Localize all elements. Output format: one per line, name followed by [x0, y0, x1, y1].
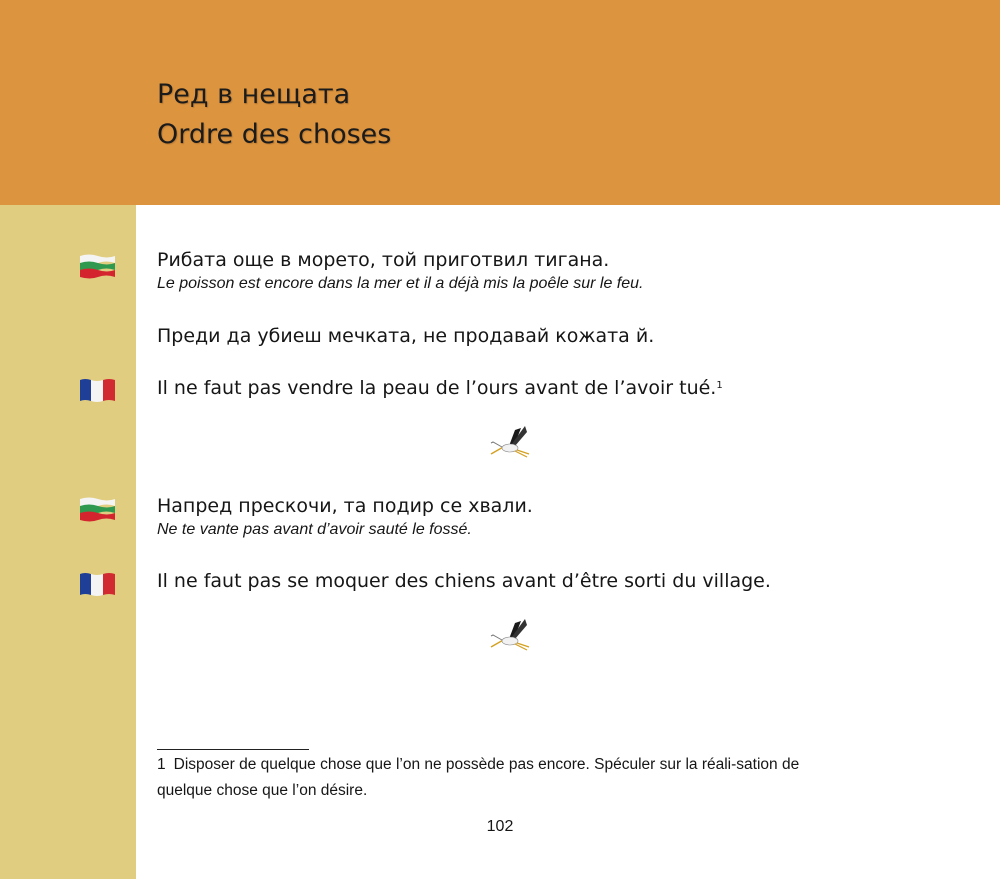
chapter-header: [0, 0, 1000, 205]
french-flag-icon: [79, 571, 116, 598]
proverb-translation: Ne te vante pas avant d’avoir sauté le fossé.: [157, 521, 472, 538]
proverb-bulgarian: Преди да убиеш мечката, не продавай кожата й.: [157, 325, 655, 347]
footnote-number: 1: [157, 756, 166, 773]
footnote-reference: 1: [716, 380, 723, 391]
french-flag-icon: [79, 377, 116, 404]
page-number: 102: [486, 818, 514, 835]
bulgarian-flag-icon: [79, 253, 116, 280]
proverb-french: [157, 376, 723, 400]
proverb-bulgarian: Рибата още в морето, той приготвил тигана.: [157, 249, 610, 271]
footnote: [157, 752, 857, 804]
proverb-translation: Le poisson est encore dans la mer et il a déjà mis la poêle sur le feu.: [157, 275, 644, 292]
left-sidebar: [0, 205, 136, 879]
proverb-french: Il ne faut pas se moquer des chiens avant d’être sorti du village.: [157, 570, 771, 592]
bulgarian-flag-icon: [79, 496, 116, 523]
footnote-divider: [157, 749, 309, 750]
stork-icon: [485, 424, 531, 460]
proverb-french-text: Il ne faut pas vendre la peau de l’ours avant de l’avoir tué.: [157, 377, 717, 399]
stork-icon: [485, 617, 531, 653]
footnote-text: Disposer de quelque chose que l’on ne possède pas encore. Spéculer sur la réali-sation de quelque chose que l’on désire.: [157, 756, 800, 799]
proverb-bulgarian: Напред прескочи, та подир се хвали.: [157, 495, 533, 517]
chapter-title-french: Ordre des choses: [157, 119, 392, 150]
chapter-title-bulgarian: Ред в нещата: [157, 79, 351, 110]
